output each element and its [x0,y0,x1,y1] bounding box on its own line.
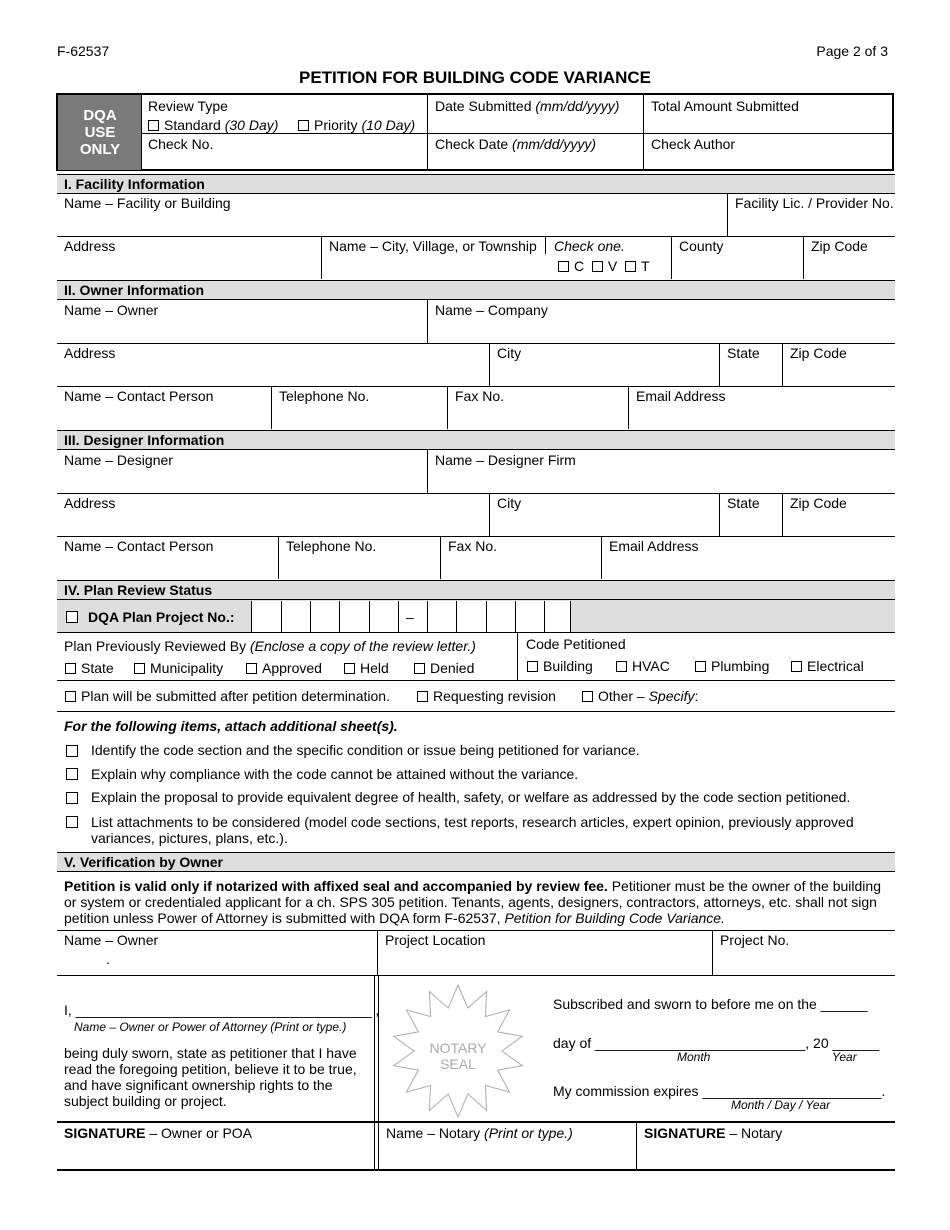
owner-address-field[interactable]: Address [64,345,116,361]
subscribed-line[interactable]: Subscribed and sworn to before me on the ______ [553,996,868,1012]
sworn-statement-line: read the foregoing petition, believe it to be true, [64,1061,357,1077]
denied-checkbox[interactable] [414,663,425,674]
owner-fax-field[interactable]: Fax No. [455,388,505,404]
designer-email-field[interactable]: Email Address [609,538,699,554]
sworn-statement-line: subject building or project. [64,1093,227,1109]
dqa-use-only-label: DQA USE ONLY [58,95,142,170]
c-checkbox[interactable] [558,261,569,272]
owner-zip-field[interactable]: Zip Code [790,345,847,361]
facility-city-field[interactable]: Name – City, Village, or Township [329,238,537,254]
designer-address-field[interactable]: Address [64,495,116,511]
section-designer-header: III. Designer Information [57,430,895,450]
review-priority-option[interactable]: Priority (10 Day) [298,117,415,133]
revision-option[interactable]: Requesting revision [417,688,556,704]
sworn-statement-line: being duly sworn, state as petitioner that I have [64,1045,357,1061]
approved-checkbox[interactable] [246,663,257,674]
page-number: Page 2 of 3 [816,43,888,59]
attach-item: Explain why compliance with the code cannot be attained without the variance. [91,766,579,782]
attach-item-continued: variances, pictures, plans, etc.). [91,830,288,846]
electrical-checkbox[interactable] [791,661,802,672]
designer-fax-field[interactable]: Fax No. [448,538,498,554]
owner-company-field[interactable]: Name – Company [435,302,548,318]
section-verification-header: V. Verification by Owner [57,852,895,872]
date-submitted-field[interactable]: Date Submitted (mm/dd/yyyy) [435,98,620,114]
designer-firm-field[interactable]: Name – Designer Firm [435,452,576,468]
owner-city-field[interactable]: City [497,345,522,361]
owner-print-line[interactable]: I, ______________________________________ , [64,1002,380,1018]
facility-zip-field[interactable]: Zip Code [811,238,868,254]
owner-telephone-field[interactable]: Telephone No. [279,388,370,404]
v-checkbox[interactable] [592,261,603,272]
code-hvac-option[interactable]: HVAC [616,658,670,674]
section-plan-header: IV. Plan Review Status [57,580,895,600]
designer-contact-field[interactable]: Name – Contact Person [64,538,214,554]
review-standard-option[interactable]: Standard (30 Day) [148,117,278,133]
total-amount-field[interactable]: Total Amount Submitted [651,98,799,114]
attach-header: For the following items, attach additional sheet(s). [64,718,398,734]
check-author-field[interactable]: Check Author [651,136,736,152]
check-one-label: Check one. [554,238,625,254]
designer-name-field[interactable]: Name – Designer [64,452,173,468]
notary-signature-field[interactable]: SIGNATURE – Notary [644,1125,783,1141]
verify-owner-field[interactable]: Name – Owner [64,932,159,948]
check-no-field[interactable]: Check No. [148,136,214,152]
section-facility-header: I. Facility Information [57,174,895,194]
prev-approved-option[interactable]: Approved [246,660,322,676]
held-checkbox[interactable] [344,663,355,674]
project-location-field[interactable]: Project Location [385,932,486,948]
facility-name-field[interactable]: Name – Facility or Building [64,195,231,211]
review-type-label: Review Type [148,98,228,114]
attach-item: List attachments to be considered (model code sections, test reports, research articles, expert opinion, previously approved [91,814,854,830]
cvt-options[interactable]: C V T [558,258,650,274]
code-building-option[interactable]: Building [527,658,593,674]
prev-municipality-option[interactable]: Municipality [134,660,223,676]
designer-city-field[interactable]: City [497,495,522,511]
item-3-checkbox[interactable] [66,792,78,804]
verify-project-no-field[interactable]: Project No. [720,932,790,948]
item-1-checkbox[interactable] [66,745,78,757]
facility-county-field[interactable]: County [679,238,724,254]
form-number: F-62537 [57,43,110,59]
designer-zip-field[interactable]: Zip Code [790,495,847,511]
state-checkbox[interactable] [65,663,76,674]
verification-paragraph-3: petition unless Power of Attorney is submitted with DQA form F-62537, Petition for Building Code Variance. [64,910,725,926]
designer-state-field[interactable]: State [727,495,760,511]
other-checkbox[interactable] [582,691,593,702]
attach-item: Identify the code section and the specific condition or issue being petitioned for variance. [91,742,640,758]
notary-seal-text: NOTARY SEAL [429,1040,487,1072]
check-date-field[interactable]: Check Date (mm/dd/yyyy) [435,136,597,152]
owner-state-field[interactable]: State [727,345,760,361]
plumbing-checkbox[interactable] [695,661,706,672]
project-no-dash: – [406,609,414,625]
verification-paragraph-1: Petition is valid only if notarized with affixed seal and accompanied by review fee. Petitioner must be the owner of the building [64,878,881,894]
section-owner-header: II. Owner Information [57,280,895,300]
prev-state-option[interactable]: State [65,660,114,676]
designer-telephone-field[interactable]: Telephone No. [286,538,377,554]
notary-name-field[interactable]: Name – Notary (Print or type.) [386,1125,573,1141]
facility-address-field[interactable]: Address [64,238,116,254]
prev-denied-option[interactable]: Denied [414,660,474,676]
code-electrical-option[interactable]: Electrical [791,658,864,674]
commission-line[interactable]: My commission expires _______________________. [553,1083,886,1099]
municipality-checkbox[interactable] [134,663,145,674]
owner-contact-field[interactable]: Name – Contact Person [64,388,214,404]
building-checkbox[interactable] [527,661,538,672]
verification-paragraph-2: or system or credentialed applicant for a ch. SPS 305 petition. Tenants, agents, designers, contractors, attorneys, etc. shall not sign [64,894,877,910]
month-day-year-caption: Month / Day / Year [731,1098,831,1112]
sworn-statement-line: and have significant ownership rights to the [64,1077,333,1093]
t-checkbox[interactable] [625,261,636,272]
code-plumbing-option[interactable]: Plumbing [695,658,769,674]
day-of-line[interactable]: day of ___________________________, 20 ______ [553,1035,880,1051]
owner-signature-field[interactable]: SIGNATURE – Owner or POA [64,1125,253,1141]
form-title: PETITION FOR BUILDING CODE VARIANCE [299,68,651,87]
priority-checkbox[interactable] [298,120,309,131]
owner-dot: . [106,951,110,967]
owner-print-caption: Name – Owner or Power of Attorney (Print or type.) [74,1020,347,1034]
attach-item: Explain the proposal to provide equivalent degree of health, safety, or welfare as addressed by the code section petitioned. [91,789,851,805]
plan-after-option[interactable]: Plan will be submitted after petition determination. [65,688,390,704]
project-no-checkbox[interactable] [66,611,78,623]
project-no-label: DQA Plan Project No.: [88,609,235,625]
other-option[interactable]: Other – Specify: [582,688,698,704]
month-caption: Month [677,1050,711,1064]
owner-email-field[interactable]: Email Address [636,388,726,404]
item-2-checkbox[interactable] [66,768,78,780]
code-petitioned-label: Code Petitioned [526,636,626,652]
plan-after-checkbox[interactable] [65,691,76,702]
standard-checkbox[interactable] [148,120,159,131]
revision-checkbox[interactable] [417,691,428,702]
hvac-checkbox[interactable] [616,661,627,672]
prev-held-option[interactable]: Held [344,660,389,676]
owner-name-field[interactable]: Name – Owner [64,302,159,318]
year-caption: Year [832,1050,857,1064]
item-4-checkbox[interactable] [66,816,78,828]
facility-license-field[interactable]: Facility Lic. / Provider No. [735,195,894,211]
prev-reviewed-label: Plan Previously Reviewed By (Enclose a copy of the review letter.) [64,638,476,654]
